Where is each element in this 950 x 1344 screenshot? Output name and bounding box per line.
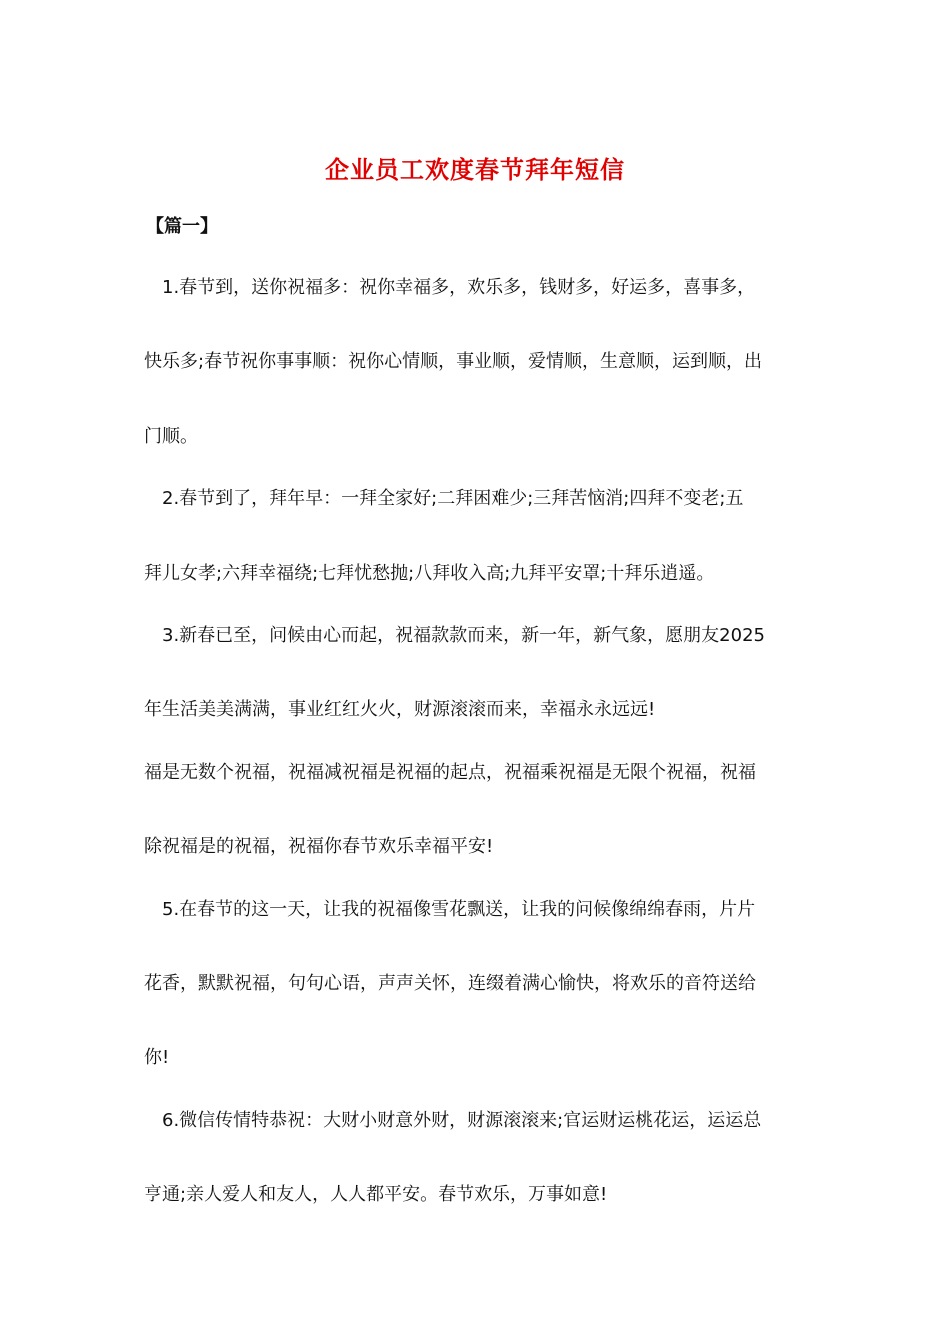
- paragraph-line: 5.在春节的这一天，让我的祝福像雪花飘送，让我的问候像绵绵春雨，片片: [162, 899, 756, 920]
- paragraph-line: 3.新春已至，问候由心而起，祝福款款而来，新一年，新气象，愿朋友2025: [162, 625, 765, 646]
- paragraph-line: 2.春节到了，拜年早：一拜全家好;二拜困难少;三拜苦恼消;四拜不变老;五: [162, 488, 744, 509]
- paragraph-line: 拜儿女孝;六拜幸福绕;七拜忧愁抛;八拜收入高;九拜平安罩;十拜乐逍遥。: [144, 563, 715, 584]
- paragraph-line: 快乐多;春节祝你事事顺：祝你心情顺，事业顺，爱情顺，生意顺，运到顺，出: [144, 351, 763, 372]
- paragraph-line: 福是无数个祝福，祝福减祝福是祝福的起点，祝福乘祝福是无限个祝福，祝福: [144, 762, 756, 783]
- paragraph-line: 门顺。: [144, 426, 198, 447]
- paragraph-line: 6.微信传情特恭祝：大财小财意外财，财源滚滚来;官运财运桃花运，运运总: [162, 1110, 762, 1131]
- paragraph-line: 除祝福是的祝福，祝福你春节欢乐幸福平安!: [144, 836, 494, 857]
- section-heading: 【篇一】: [146, 216, 218, 237]
- document-title: 企业员工欢度春节拜年短信: [325, 155, 625, 184]
- paragraph-line: 你!: [144, 1047, 170, 1068]
- paragraph-line: 花香，默默祝福，句句心语，声声关怀，连缀着满心愉快，将欢乐的音符送给: [144, 973, 756, 994]
- paragraph-line: 1.春节到，送你祝福多：祝你幸福多，欢乐多，钱财多，好运多，喜事多，: [162, 277, 756, 298]
- paragraph-line: 年生活美美满满，事业红红火火，财源滚滚而来，幸福永永远远!: [144, 699, 656, 720]
- paragraph-line: 亨通;亲人爱人和友人，人人都平安。春节欢乐，万事如意!: [144, 1184, 608, 1205]
